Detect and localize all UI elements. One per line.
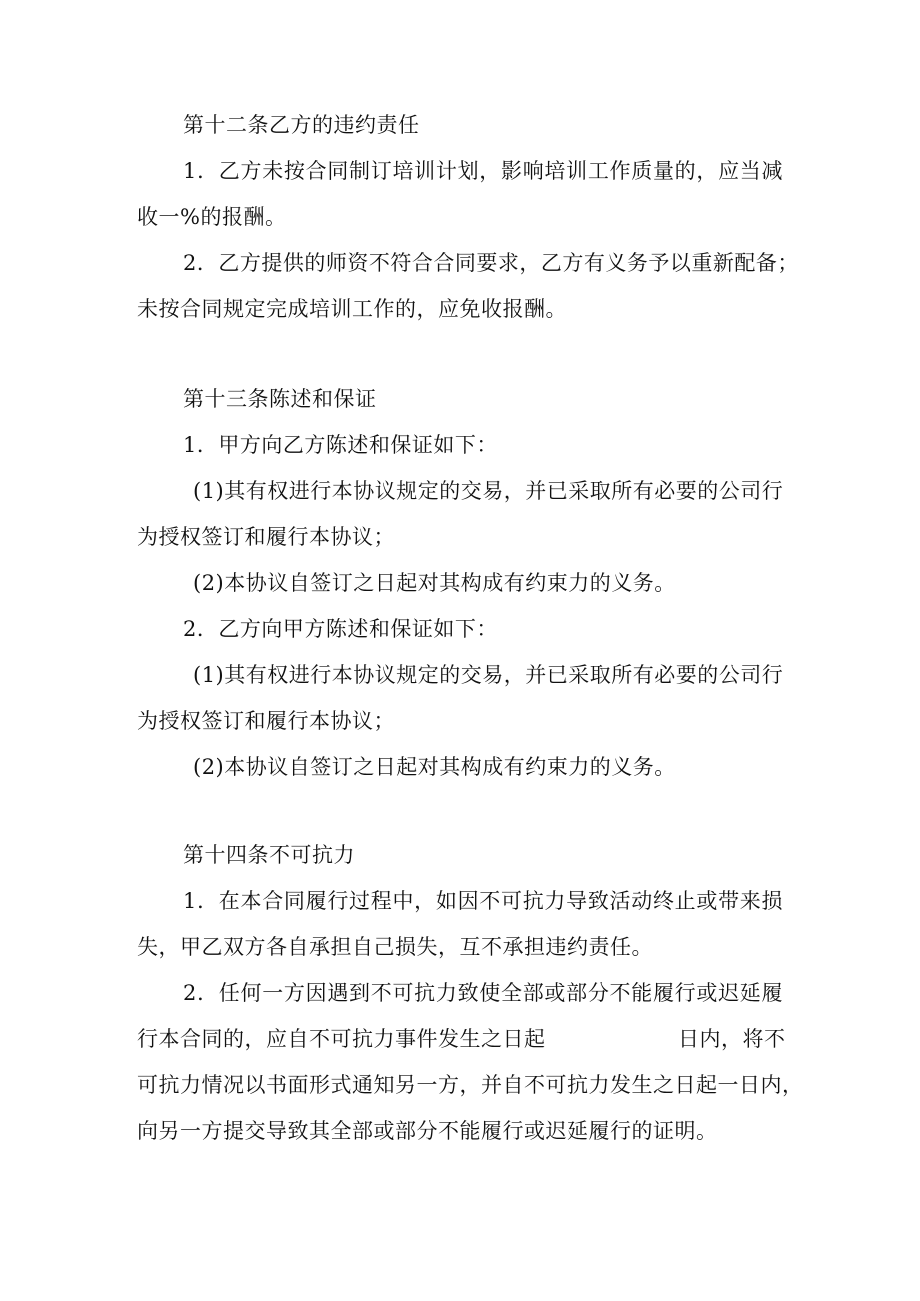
section-14-heading: 第十四条不可抗力 [183,843,355,867]
section-14-clause-1-line-1-text: 1．在本合同履行过程中，如因不可抗力导致活动终止或带来损 [183,889,783,913]
section-13-item-2-1-line-2: 为授权签订和履行本协议； [137,709,395,733]
section-13-clause-2: 2．乙方向甲方陈述和保证如下： [183,617,498,641]
section-12-clause-1-line-1 [0,148,920,194]
section-14-clause-1-line-2: 失，甲乙双方各自承担自己损失，互不承担违约责任。 [137,935,653,959]
section-12-clause-1-line-1-text: 1．乙方未按合同制订培训计划，影响培训工作质量的，应当减 [183,159,783,183]
section-14-clause-2-line-1 [0,970,920,1016]
section-14-clause-2-line-2 [0,1016,920,1062]
section-13-item-2-1-line-1-text: (1)其有权进行本协议规定的交易，并已采取所有必要的公司行 [193,663,784,687]
section-13-item-1-2: (2)本协议自签订之日起对其构成有约束力的义务。 [193,571,676,595]
section-13-clause-1: 1．甲方向乙方陈述和保证如下： [183,433,498,457]
section-13-item-2-1-line-1 [0,652,920,698]
section-12-clause-2-line-1 [0,240,920,286]
section-14-clause-2-line-4: 向另一方提交导致其全部或部分不能履行或迟延履行的证明。 [137,1119,718,1143]
section-12-clause-2-line-2: 未按合同规定完成培训工作的，应免收报酬。 [137,297,567,321]
section-14-clause-1-line-1 [0,878,920,924]
section-13-item-1-1-line-2: 为授权签订和履行本协议； [137,525,395,549]
section-12-heading: 第十二条乙方的违约责任 [183,113,420,137]
section-14-clause-2-line-3 [0,1062,920,1108]
section-13-item-1-1-line-1 [0,468,920,514]
section-13-item-2-2: (2)本协议自签订之日起对其构成有约束力的义务。 [193,755,676,779]
section-13-heading: 第十三条陈述和保证 [183,387,377,411]
section-12-clause-1-line-2: 收一%的报酬。 [137,205,287,229]
section-14-clause-2-line-3-text: 可抗力情况以书面形式通知另一方，并自不可抗力发生之日起一日内， [137,1073,804,1097]
section-14-clause-2-line-1-text: 2．任何一方因遇到不可抗力致使全部或部分不能履行或迟延履 [183,981,783,1005]
section-12-clause-2-line-1-text: 2．乙方提供的师资不符合合同要求，乙方有义务予以重新配备； [183,251,799,275]
section-14-clause-2-line-2-left: 行本合同的，应自不可抗力事件发生之日起 [137,1027,546,1051]
section-13-item-1-1-line-1-text: (1)其有权进行本协议规定的交易，并已采取所有必要的公司行 [193,479,784,503]
section-14-clause-2-line-2-right: 日内，将不 [678,1027,786,1051]
